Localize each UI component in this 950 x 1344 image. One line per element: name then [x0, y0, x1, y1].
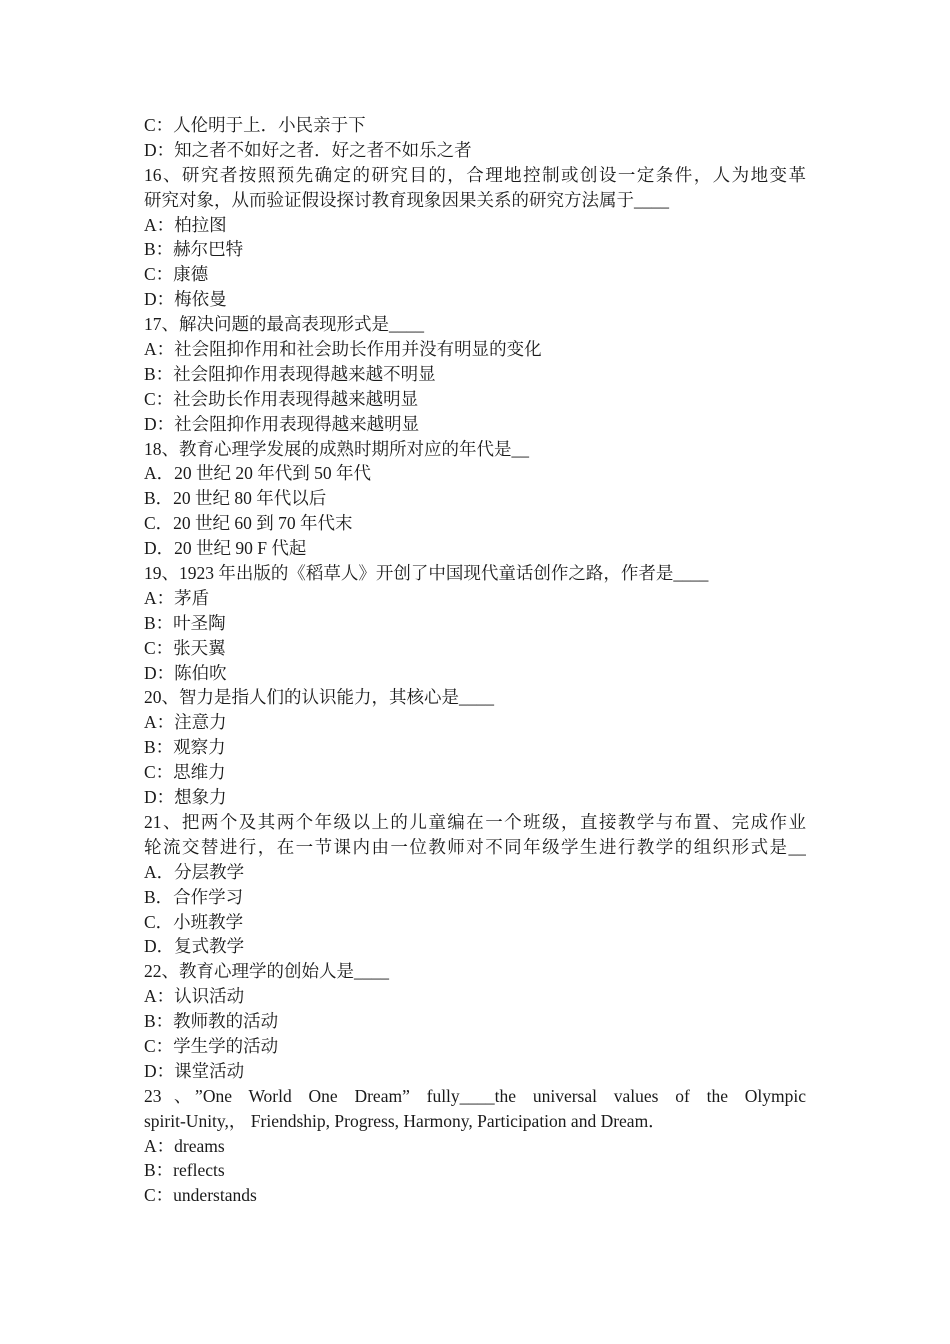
question-18: 18、教育心理学发展的成熟时期所对应的年代是__: [144, 438, 529, 459]
option-line: D：知之者不如好之者．好之者不如乐之者: [144, 139, 472, 160]
option-line: D．复式教学: [144, 936, 245, 957]
question-list: [144, 113, 806, 1208]
option-line: A．分层教学: [144, 861, 245, 882]
option-line: A：认识活动: [144, 986, 245, 1007]
question-21-line-1: 21、把两个及其两个年级以上的儿童编在一个班级，直接教学与布置、完成作业: [144, 811, 806, 832]
option-line: A：茅盾: [144, 587, 210, 608]
option-line: D：社会阻抑作用表现得越来越明显: [144, 413, 420, 434]
question-16-line-1: 16、研究者按照预先确定的研究目的，合理地控制或创设一定条件，人为地变革: [144, 164, 806, 185]
option-line: A：dreams: [144, 1135, 225, 1156]
option-line: C：社会助长作用表现得越来越明显: [144, 388, 419, 409]
option-line: D：陈伯吹: [144, 662, 227, 683]
option-line: B：叶圣陶: [144, 612, 226, 633]
option-line: C：张天翼: [144, 637, 226, 658]
question-21-line-2: 轮流交替进行，在一节课内由一位教师对不同年级学生进行教学的组织形式是__: [144, 836, 806, 857]
option-line: A：社会阻抑作用和社会助长作用并没有明显的变化: [144, 339, 542, 360]
option-line: D：梅依曼: [144, 289, 227, 310]
option-line: C：康德: [144, 264, 209, 285]
option-line: C：学生学的活动: [144, 1035, 279, 1056]
option-line: B：社会阻抑作用表现得越来越不明显: [144, 363, 436, 384]
option-line: D．20 世纪 90 F 代起: [144, 538, 307, 559]
option-line: A．20 世纪 20 年代到 50 年代: [144, 463, 372, 484]
option-line: B：观察力: [144, 737, 226, 758]
question-22: 22、教育心理学的创始人是____: [144, 961, 389, 982]
option-line: B：教师教的活动: [144, 1011, 279, 1032]
question-23-line-1: 23、”One World One Dream” fully____the universal values of the Olympic: [144, 1085, 806, 1106]
option-line: B：reflects: [144, 1160, 225, 1181]
option-line: B：赫尔巴特: [144, 239, 244, 260]
option-line: A：注意力: [144, 712, 227, 733]
option-line: C．小班教学: [144, 911, 244, 932]
option-line: B．合作学习: [144, 886, 244, 907]
question-23-line-2: spirit-Unity,， Friendship, Progress, Harmony, Participation and Dream．: [144, 1110, 666, 1131]
question-16-line-2: 研究对象，从而验证假设探讨教育现象因果关系的研究方法属于____: [144, 189, 669, 210]
option-line: D：课堂活动: [144, 1060, 245, 1081]
question-19: 19、1923 年出版的《稻草人》开创了中国现代童话创作之路，作者是____: [144, 563, 709, 584]
option-line: C：人伦明于上．小民亲于下: [144, 115, 366, 135]
option-line: A：柏拉图: [144, 214, 227, 235]
option-line: C．20 世纪 60 到 70 年代末: [144, 513, 353, 534]
question-20: 20、智力是指人们的认识能力，其核心是____: [144, 687, 494, 708]
option-line: C：understands: [144, 1185, 257, 1206]
option-line: C：思维力: [144, 762, 226, 783]
question-17: 17、解决问题的最高表现形式是____: [144, 314, 424, 335]
option-line: B．20 世纪 80 年代以后: [144, 488, 327, 509]
option-line: D：想象力: [144, 787, 227, 808]
